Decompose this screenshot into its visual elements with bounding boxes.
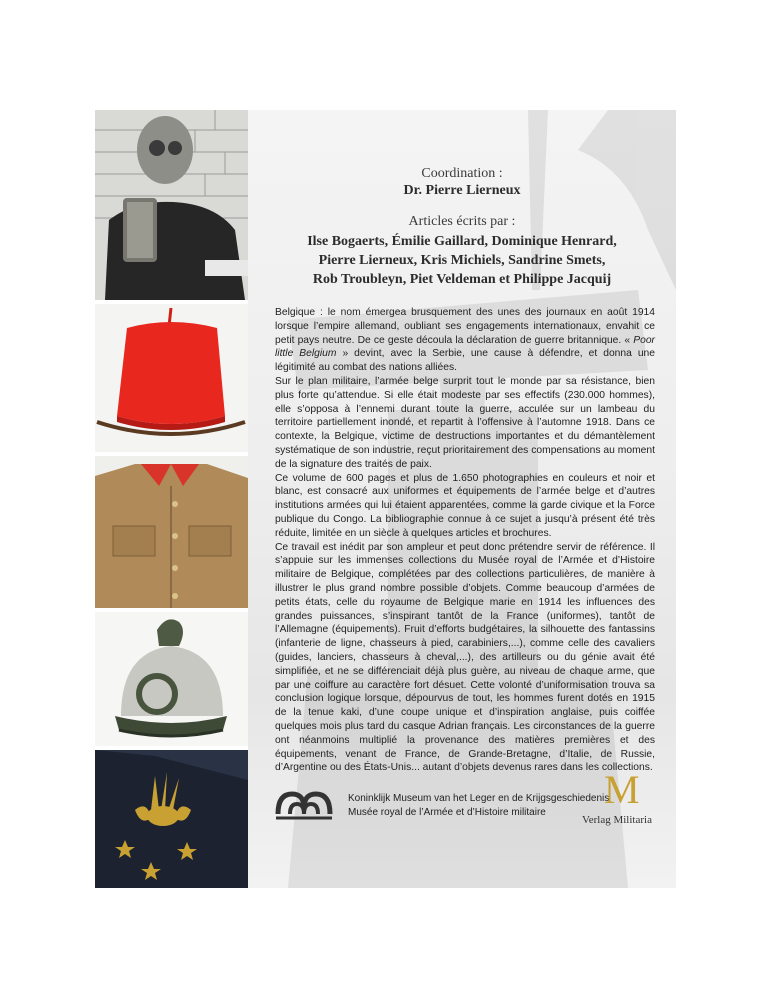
museum-name-nl: Koninklijk Museum van het Leger en de Krijgsgeschiedenis xyxy=(348,793,610,804)
authors-line: Rob Troubleyn, Piet Veldeman et Philippe Jacquij xyxy=(312,272,612,287)
photo-khaki-tunic xyxy=(95,456,248,608)
text-panel xyxy=(248,110,676,888)
coordinator-name: Dr. Pierre Lierneux xyxy=(403,183,521,198)
photo-strip xyxy=(95,110,248,888)
articles-label: Articles écrits par : xyxy=(408,214,516,229)
authors-line: Ilse Bogaerts, Émilie Gaillard, Dominique Henrard, xyxy=(307,234,617,249)
book-back-cover xyxy=(95,110,676,888)
paragraph-1 xyxy=(275,306,655,375)
photo-gas-mask-soldier xyxy=(95,110,248,300)
verlag-m-logo: M xyxy=(604,767,640,812)
authors-list xyxy=(248,232,676,289)
paragraph-1-end: » devint, avec la Serbie, une cause à défendre, et donna une légitimité au combat des nations alliées. xyxy=(275,348,656,374)
paragraph-3: Ce volume de 600 pages et plus de 1.650 photographies en couleurs et noir et blanc, est consacré aux uniformes et équipements de l’armée belge et d’autres institutions armées qui lui étaient apparentées, comme la garde civique et la Force publique du Congo. La bibliographie connue à ce sujet a jusqu’à présent été très réduite, limitée en un siècle à quelques articles et brochures. xyxy=(275,472,655,539)
museum-logo-icon xyxy=(274,774,334,828)
coordination-label: Coordination : xyxy=(421,166,503,181)
photo-red-fez xyxy=(95,304,248,452)
authors-line: Pierre Lierneux, Kris Michiels, Sandrine Smets, xyxy=(318,253,606,268)
paragraph-4: Ce travail est inédit par son ampleur et peut donc prétendre servir de référence. Il s’appuie sur les immenses collections du Musée royal de l’Armée et d’Histoire militaire de Belgique, complétées par des collections particulières, de manière à illustrer le plus grand nombre possible d’objets. Comme beaucoup d’armées de petits états, celle du royaume de Belgique marie en 1914 les influences des grandes puissances, s’inspirant tantôt de la France (uniformes), tantôt de l’Allemagne (équipements). Fruit d’efforts budgétaires, la silhouette des fantassins (infanterie de ligne, chasseurs à pied, carabiniers,...), comme celle des cavaliers (guides, lanciers, chasseurs à cheval,...), des artilleurs ou du génie avait été simplifiée, et ne se différenciait déjà plus guère, au niveau de chaque arme, que par une coiffure au caractère fort désuet. Cette volonté d’uniformisation trouva sa conclusion logique lorsque, dépourvus de tout, les hommes furent dotés en 1915 de la tenue kaki, d’une coupe unique et d’inspiration anglaise, puis coiffée quelques mois plus tard du casque Adrian français. Les circonstances de la guerre ont néanmoins multiplié la provenance des matières premières et des équipements, venant de France, de Grande-Bretagne, d’Italie, de Russie, d’Argentine ou des États-Unis... autant d’objets devenus rares dans les collections. xyxy=(275,541,655,774)
paragraph-1-start: Belgique : le nom émergea brusquement des unes des journaux en août 1914 lorsque l’empire allemand, oubliant ses engagements internationaux, envahit ce petit pays neutre. De ce geste découla la déclaration de guerre britannique. « xyxy=(275,307,655,346)
photo-collar-insignia xyxy=(95,750,248,888)
description-text xyxy=(275,306,655,775)
poor-little-belgium: Poor little Belgium xyxy=(275,334,655,360)
photo-helmet xyxy=(95,612,248,746)
publisher-name: Verlag Militaria xyxy=(582,814,652,826)
museum-name-fr: Musée royal de l’Armée et d’Histoire militaire xyxy=(348,807,546,818)
paragraph-2: Sur le plan militaire, l’armée belge surprit tout le monde par sa résistance, bien plus forte qu’attendue. Si elle était modeste par ses effectifs (230.000 hommes), elle s’opposa à l’ennemi durant toute la guerre, acculée sur un lambeau du territoire partiellement inondé, et repartit à l’offensive à l’automne 1918. Dans ce contexte, la Belgique, victime de destructions importantes et du démantèlement systématique de son industrie, reçut prioritairement des compensations au moment de la signature des traités de paix. xyxy=(275,375,655,470)
